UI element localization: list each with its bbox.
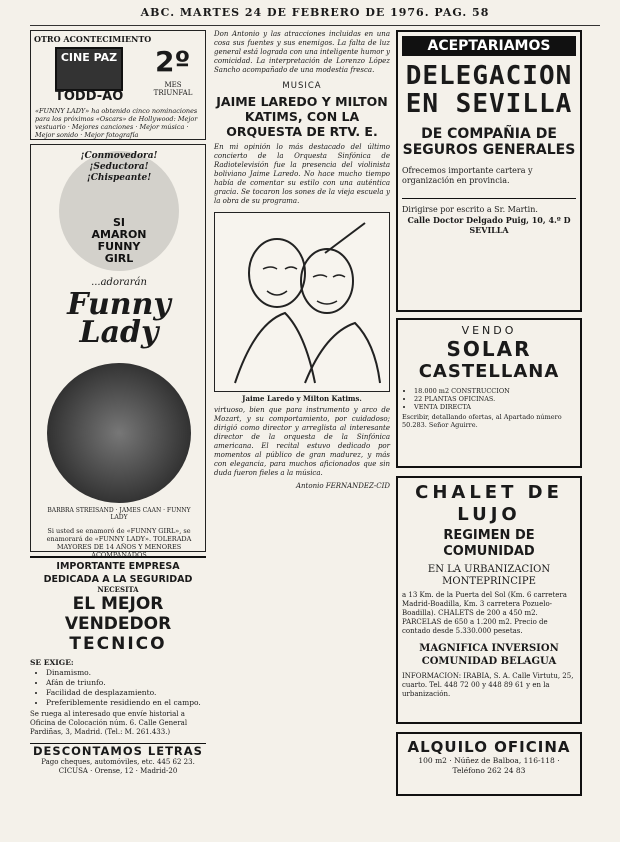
insurance-offer: Ofrecemos importante cartera y organización en provincia. [402,166,533,185]
funny-lady-title: Funny Lady [67,287,171,350]
cine-paz-ad [30,30,206,140]
requirement-item: • Afán de triunfo. [46,678,206,688]
insurance-headline: ACEPTARIAMOS [402,36,576,56]
portrait-sketch [214,212,390,392]
requirement-item: • Dinamismo. [46,668,206,678]
requirement-item: • Preferiblemente residiendo en el campo. [46,698,206,708]
page-header: ABC. MARTES 24 DE FEBRERO DE 1976. PAG. 58 [30,6,600,26]
job-ad-line2: DEDICADA A LA SEGURIDAD [43,574,193,585]
credits-text: BARBRA STREISAND · JAMES CAAN · FUNNY LADY [47,507,191,521]
solar-title: SOLAR [446,337,532,361]
job-ad-line1: IMPORTANTE EMPRESA [56,561,180,572]
article-title: JAIME LAREDO Y MILTON KATIMS, CON LA ORQUESTA DE RTV. E. [216,94,388,139]
section-label: MUSICA [282,81,322,91]
letras-title: DESCONTAMOS LETRAS [33,744,203,758]
solar-feature-item: • 18.000 m2 CONSTRUCCION [414,387,576,395]
solar-ad [396,318,582,468]
cine-paz-logo: CINE PAZ [55,47,123,91]
insurance-company: DE COMPAÑIA DE SEGUROS GENERALES [402,126,576,158]
funny-girl-label [91,217,147,265]
tagline: ¡Conmovedora! ¡Seductora! ¡Chispeante! [80,151,158,183]
chalet-info: INFORMACION: IRABIA, S. A. Calle Virtutu, 25, cuarto. Tel. 448 72 00 y 448 89 61 y en la urbanización. [402,672,574,698]
insurance-delegation: DELEGACION EN SEVILLA [405,61,573,119]
job-ad-note: Se ruega al interesado que envíe historial a Oficina de Colocación núm. 6. Calle General Pardiñas, 3, Madrid. (Tel.: M. 261.433.) [30,710,188,736]
chalet-urbanization: EN LA URBANIZACION MONTEPRINCIPE [427,564,551,587]
letras-ad [30,743,206,776]
requirement-item: • Facilidad de desplazamiento. [46,688,206,698]
chalet-details: a 13 Km. de la Puerta del Sol (Km. 6 carretera Madrid-Boadilla, Km. 3 carretera Pozuelo-Boadilla). CHALETS de 200 a 450 m2. PARCELAS de 650 a 1.200 m2. Precio de contado desde 5.330.000 pesetas. [402,591,567,635]
todd-ao-label: TODD-AO [55,89,124,104]
solar-vendo: VENDO [461,324,517,337]
pre-label: SI AMARON [91,216,147,241]
job-ad-line3: NECESITA [97,585,139,594]
chalet-investment: MAGNIFICA INVERSION COMUNIDAD BELAGUA [419,643,559,667]
solar-location: CASTELLANA [418,361,560,382]
job-ad-line4: EL MEJOR VENDEDOR [64,594,172,634]
credits-bottom: Si usted se enamoró de «FUNNY GIRL», se enamorará de «FUNNY LADY». TOLERADA MAYORES DE 14 AÑOS Y MENORES ACOMPAÑADOS [46,527,192,559]
right-column [396,30,582,796]
funny-lady-ad [30,144,206,559]
solar-note: Escribir, detallando ofertas, al Apartado número 50.283. Señor Aguirre. [402,413,562,429]
chalet-title: CHALET DE LUJO [415,482,563,525]
article-body-2: virtuoso, bien que para instrumento y arco de Mozart, y su comportamiento, por cuidadoso; dirigió como director y arreglista al interesante director de la orquesta de la Sinfónica americana. El recital estuvo dedicado por momentos al público de gran madurez, y más con elegancia, para muchos aficionados que sin duda fueron fieles a la música. [214,406,390,477]
office-title: ALQUILO OFICINA [407,738,571,756]
middle-column [214,30,390,491]
job-ad [30,556,206,737]
insurance-contact: Dirigirse por escrito a Sr. Martin. [402,198,576,215]
adoraran-text: ...adorarán [91,277,147,288]
left-column [30,30,206,776]
office-details: 100 m2 · Núñez de Balboa, 116-118 · Teléfono 262 24 83 [418,756,560,775]
ad-label: OTRO ACONTECIMIENTO [34,34,152,44]
week-number: 2º [155,45,191,78]
solar-feature-item: • VENTA DIRECTA [414,403,576,411]
chalet-regime: REGIMEN DE COMUNIDAD [443,528,535,559]
solar-features [402,387,576,411]
funny-girl-title: FUNNY GIRL [97,240,141,265]
letras-subtitle: Pago cheques, automóviles, etc. 445 62 23. CICUSA · Orense, 12 · Madrid-20 [41,758,195,775]
nominations-text: «FUNNY LADY» ha obtenido cinco nominaciones para los próximos «Oscars» de Hollywood: Mejor vestuario · Mejores canciones · Mejor música · Mejor sonido · Mejor fotografía [35,107,198,139]
intro-paragraph: Don Antonio y las atracciones incluidas en una cosa sus fuentes y sus enemigos. La falta de luz general está lograda con una inteligente humor y comicidad. La interpretación de Lorenzo López Sancho acompañado de una modestia fresca. [214,30,390,74]
week-subtitle: MES TRIUNFAL [153,81,193,97]
sketch-drawing [215,213,389,391]
requirements-heading: SE EXIGE: [30,658,74,667]
insurance-address: Calle Doctor Delgado Puig, 10, 4.º D SEVILLA [407,215,571,235]
article-signature: Antonio FERNANDEZ-CID [295,482,390,490]
solar-feature-item: • 22 PLANTAS OFICINAS. [414,395,576,403]
chalet-ad [396,476,582,724]
office-ad [396,732,582,796]
insurance-ad [396,30,582,312]
sketch-caption: Jaime Laredo y Milton Katims. [242,394,362,403]
requirements-list [30,668,206,708]
actress-photo [47,363,191,503]
job-ad-line5: TECNICO [69,634,167,654]
article-body: En mi opinión lo más destacado del último concierto de la Orquesta Sinfónica de Radiotelevisión fue la presencia del violinista boliviano Jaime Laredo. No hace mucho tiempo había de comentar su estilo con una auténtica gracia. Se tocaron los sones de la vieja escuela y la obra de su programa. [214,143,390,205]
